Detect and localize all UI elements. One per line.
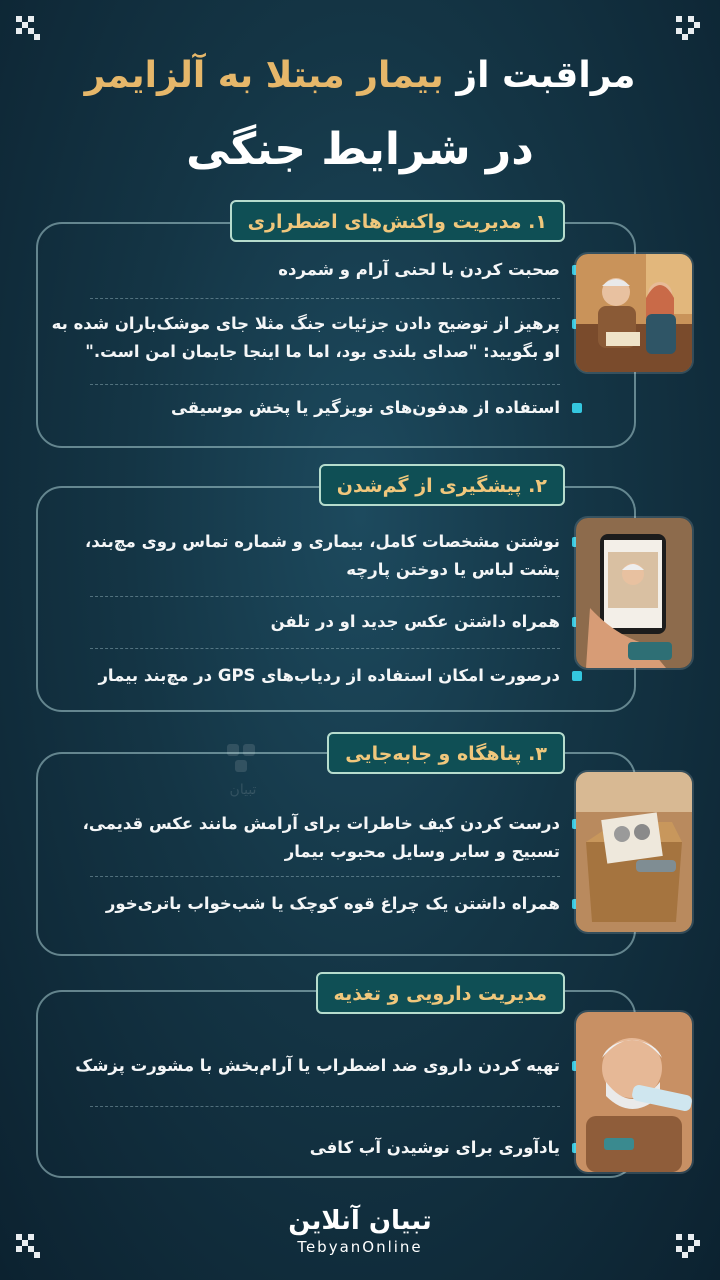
corner-ornament-top-right — [676, 16, 706, 46]
list-item: همراه داشتن عکس جدید او در تلفن — [50, 608, 560, 636]
title-part1: مراقبت از — [456, 55, 636, 96]
watermark-text: تبیان — [229, 782, 257, 798]
drinking-water-illustration — [574, 1010, 694, 1174]
phone-photo-illustration — [574, 516, 694, 670]
watermark-icon — [223, 742, 263, 778]
title-highlight: بیمار مبتلا به آلزایمر — [84, 55, 444, 96]
section-heading-3: ۳. پناهگاه و جابه‌جایی — [327, 732, 565, 774]
divider — [90, 876, 560, 877]
list-item: درصورت امکان استفاده از ردیاب‌های GPS در مچ‌بند بیمار — [50, 662, 560, 690]
section-heading-1: ۱. مدیریت واکنش‌های اضطراری — [230, 200, 565, 242]
list-item: همراه داشتن یک چراغ قوه کوچک یا شب‌خواب باتری‌خور — [50, 890, 560, 918]
page-title-line2: در شرایط جنگی — [186, 124, 534, 175]
list-item: پرهیز از توضیح دادن جزئیات جنگ مثلا جای موشک‌باران شده به او بگویید: "صدای بلندی بود، اما ما اینجا جایمان امن است." — [50, 310, 560, 366]
list-item: صحبت کردن با لحنی آرام و شمرده — [50, 256, 560, 284]
divider — [90, 1106, 560, 1107]
list-item: درست کردن کیف خاطرات برای آرامش مانند عکس قدیمی، تسبیح و سایر وسایل محبوب بیمار — [50, 810, 560, 866]
page-title-line1 — [0, 48, 720, 104]
watermark — [208, 742, 278, 798]
memory-box-illustration — [574, 770, 694, 934]
list-item: تهیه کردن داروی ضد اضطراب یا آرام‌بخش با مشورت پزشک — [50, 1052, 560, 1080]
divider — [90, 298, 560, 299]
logo-text-persian: تبیان آنلاین — [288, 1206, 432, 1236]
caregiver-illustration — [574, 252, 694, 374]
divider — [90, 596, 560, 597]
bullet-icon — [572, 671, 582, 681]
section-heading-4: مدیریت دارویی و تغذیه — [316, 972, 565, 1014]
list-item: نوشتن مشخصات کامل، بیماری و شماره تماس روی مچ‌بند، پشت لباس یا دوختن پارچه — [50, 528, 560, 584]
divider — [90, 648, 560, 649]
corner-ornament-top-left — [16, 16, 46, 46]
list-item: استفاده از هدفون‌های نویزگیر یا پخش موسیقی — [50, 394, 560, 422]
divider — [90, 384, 560, 385]
logo-text-english: TebyanOnline — [297, 1238, 423, 1256]
bullet-icon — [572, 403, 582, 413]
footer-logo — [0, 1206, 720, 1256]
section-heading-2: ۲. پیشگیری از گم‌شدن — [319, 464, 565, 506]
list-item: یادآوری برای نوشیدن آب کافی — [50, 1134, 560, 1162]
